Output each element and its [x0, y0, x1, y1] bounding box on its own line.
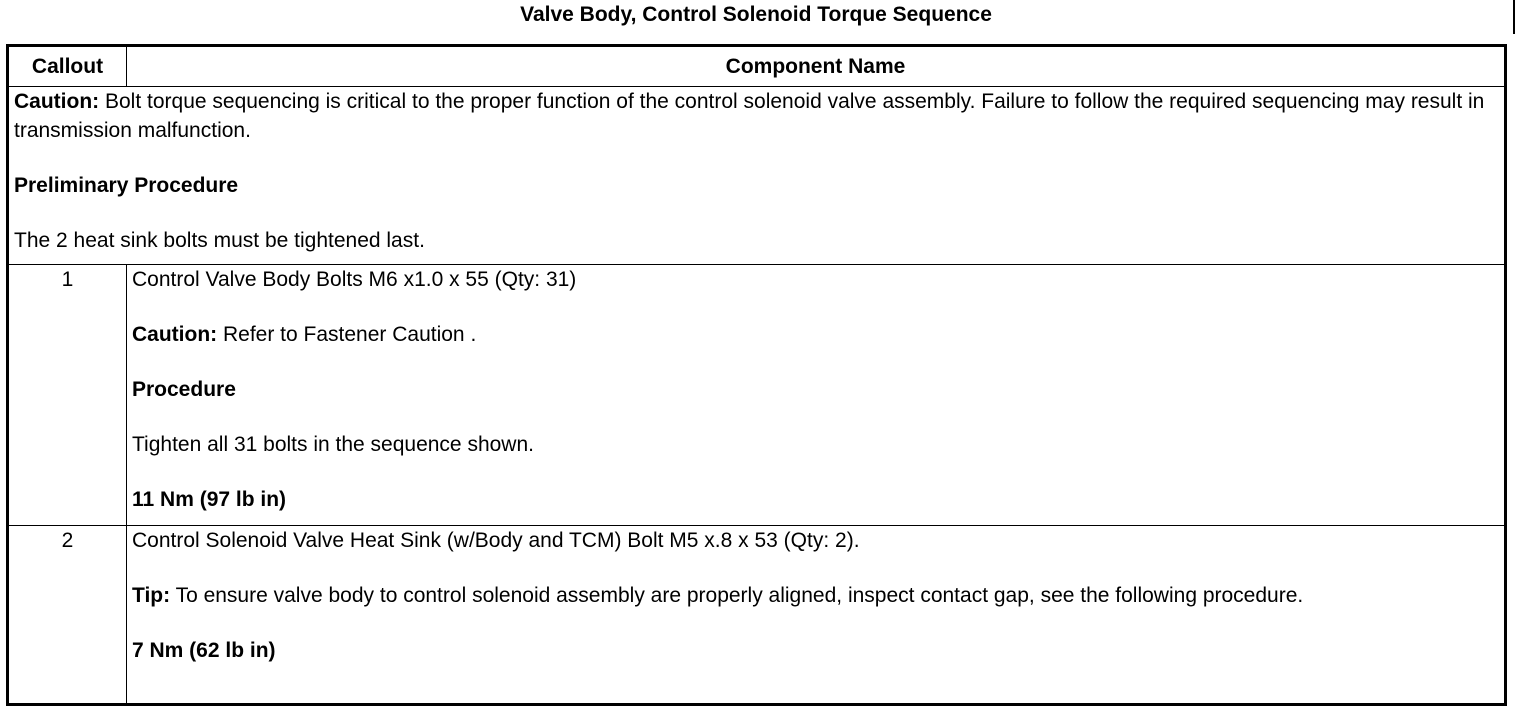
callout-cell: 2 — [8, 526, 127, 705]
table-row — [8, 526, 1506, 705]
component-tip — [132, 581, 1499, 610]
table-row — [8, 265, 1506, 526]
preliminary-procedure-heading: Preliminary Procedure — [14, 174, 239, 197]
component-name-header: Component Name — [127, 46, 1506, 87]
preliminary-cell — [8, 87, 1506, 265]
component-name: Control Solenoid Valve Heat Sink (w/Body and TCM) Bolt M5 x.8 x 53 (Qty: 2). — [132, 529, 860, 552]
component-cell — [127, 265, 1506, 526]
preliminary-row — [8, 87, 1506, 265]
caution-label: Caution: — [14, 90, 100, 113]
component-cell — [127, 526, 1506, 705]
preliminary-note: The 2 heat sink bolts must be tightened last. — [14, 229, 425, 252]
torque-sequence-table — [6, 44, 1507, 706]
page-title: Valve Body, Control Solenoid Torque Sequence — [520, 3, 992, 26]
component-caution — [132, 320, 1499, 349]
tip-label: Tip: — [132, 584, 171, 607]
tip-text: To ensure valve body to control solenoid assembly are properly aligned, inspect contact gap, see the following procedure. — [170, 584, 1304, 607]
torque-spec: 11 Nm (97 lb in) — [132, 488, 287, 511]
preliminary-caution — [14, 87, 1499, 145]
torque-spec: 7 Nm (62 lb in) — [132, 639, 276, 662]
caution-text: Refer to Fastener Caution . — [217, 323, 477, 346]
procedure-heading: Procedure — [132, 378, 236, 401]
title-right-rule — [1513, 0, 1515, 34]
header-row — [8, 46, 1506, 87]
callout-header: Callout — [8, 46, 127, 87]
caution-label: Caution: — [132, 323, 218, 346]
callout-cell: 1 — [8, 265, 127, 526]
component-name: Control Valve Body Bolts M6 x1.0 x 55 (Qty: 31) — [132, 268, 577, 291]
procedure-text: Tighten all 31 bolts in the sequence shown. — [132, 433, 534, 456]
caution-text: Bolt torque sequencing is critical to the proper function of the control solenoid valve assembly. Failure to follow the required sequencing may result in transmission malfunction. — [14, 90, 1485, 142]
